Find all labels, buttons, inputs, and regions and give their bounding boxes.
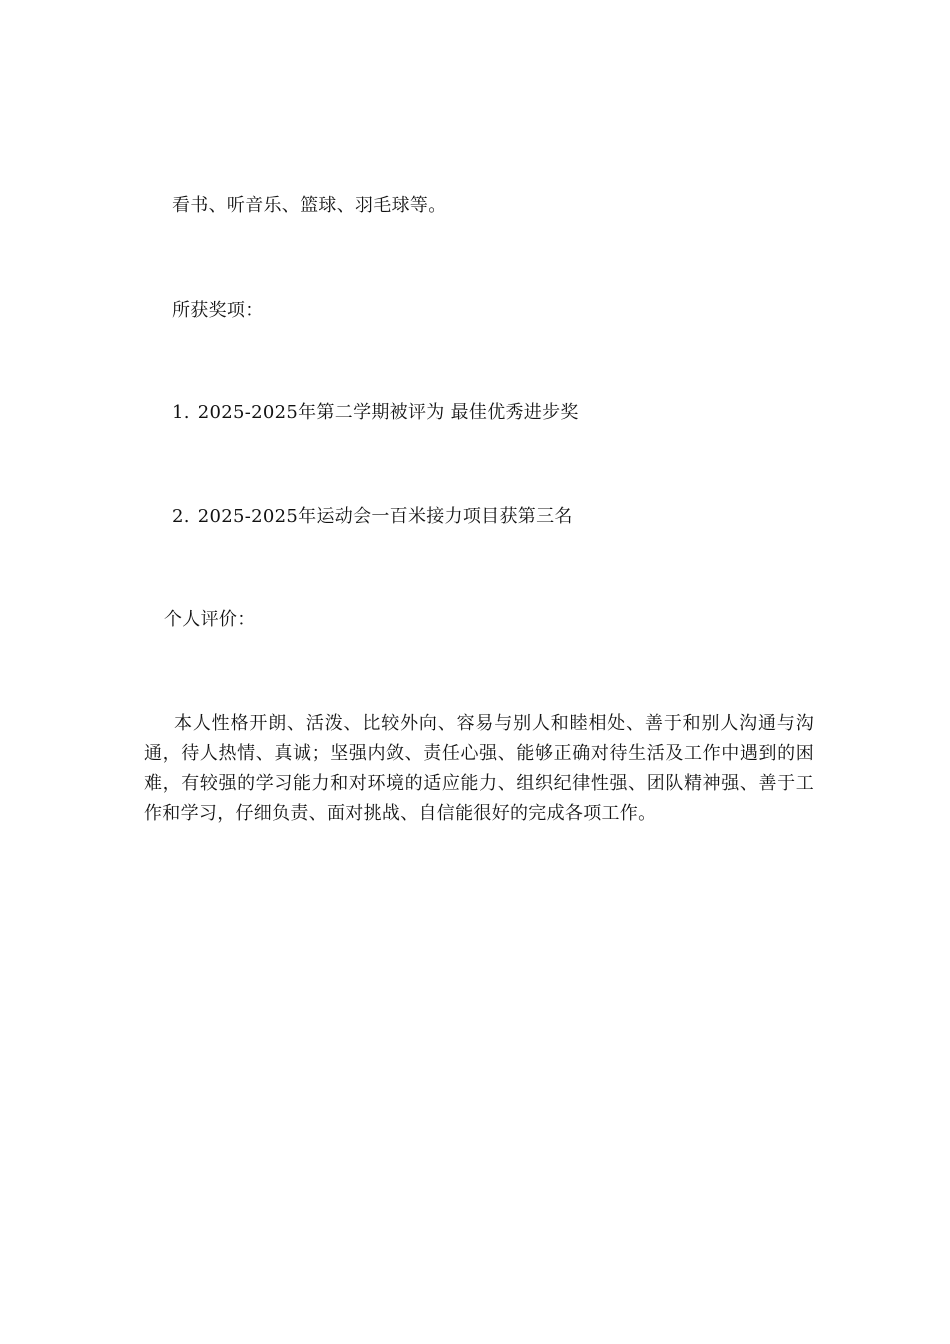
award-text: 2025-2025年第二学期被评为 最佳优秀进步奖 [197,402,579,423]
hobbies-text: 看书、听音乐、篮球、羽毛球等。 [172,195,447,216]
award-item [172,400,579,426]
evaluation-heading: 个人评价： [164,609,256,630]
award-number: 1. [172,402,190,423]
award-number: 2. [172,506,190,527]
award-text: 2025-2025年运动会一百米接力项目获第三名 [197,506,573,527]
awards-heading: 所获奖项： [172,300,264,321]
evaluation-paragraph: 本人性格开朗、活泼、比较外向、容易与别人和睦相处、善于和别人沟通与沟通，待人热情、真诚；坚强内敛、责任心强、能够正确对待生活及工作中遇到的困难，有较强的学习能力和对环境的适应能力、组织纪律性强、团队精神强、善于工作和学习，仔细负责、面对挑战、自信能很好的完成各项工作。 [144,713,814,824]
award-item [172,504,573,530]
